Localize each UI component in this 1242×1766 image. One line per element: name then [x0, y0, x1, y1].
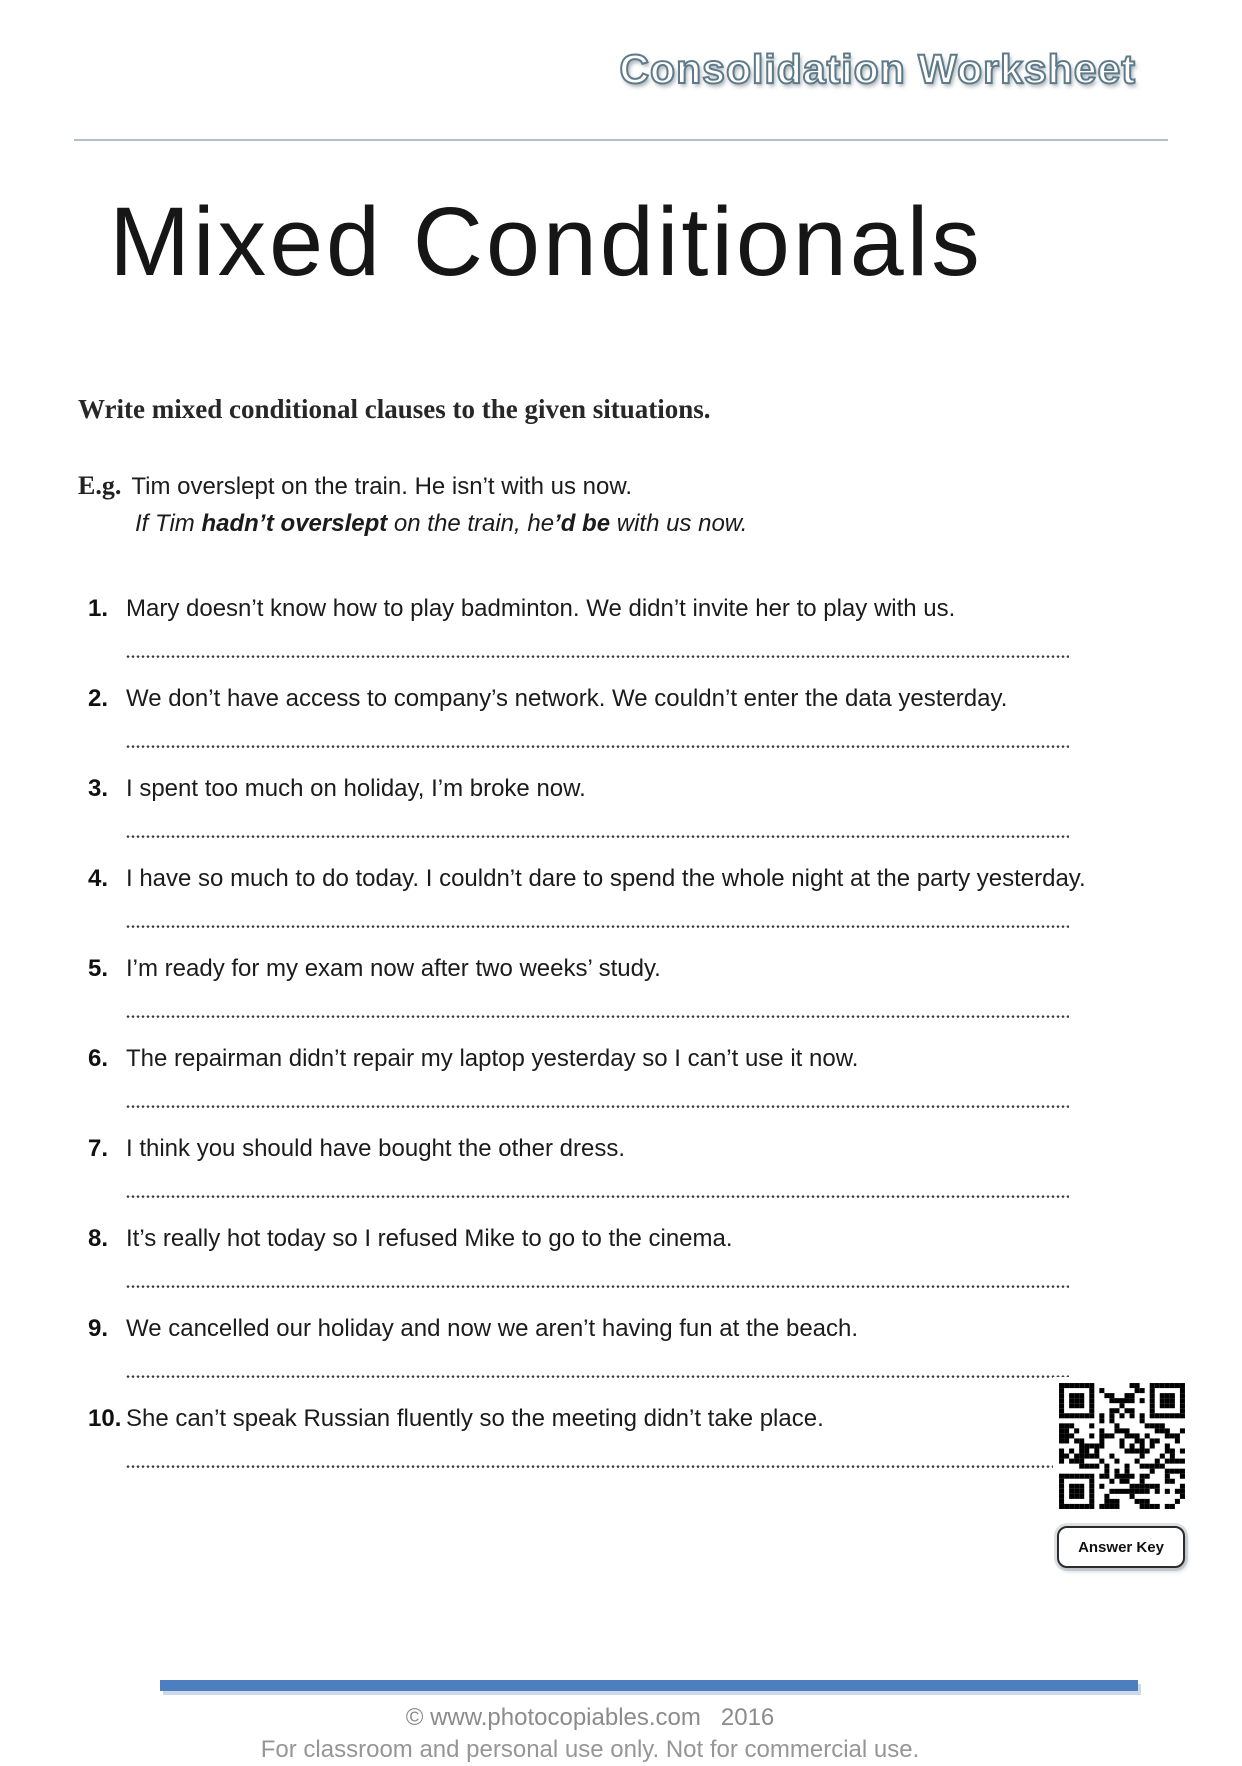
worksheet-type-badge: Consolidation Worksheet: [619, 46, 1136, 92]
item-sentence-row: [78, 1404, 1164, 1434]
answer-write-line: [126, 1374, 1069, 1379]
item-sentence: I’m ready for my exam now after two weeks’ study.: [126, 954, 661, 982]
example-block: [78, 471, 1164, 538]
list-item: [78, 1314, 1164, 1379]
answer-write-line: [126, 1284, 1069, 1289]
answer-write-line: [126, 654, 1069, 659]
list-item: [78, 864, 1164, 929]
item-number: 5.: [88, 954, 109, 982]
item-number: 2.: [88, 684, 109, 712]
item-sentence: We don’t have access to company’s network. We couldn’t enter the data yesterday.: [126, 684, 1008, 712]
answer-write-line: [126, 1014, 1069, 1019]
answer-write-line: [126, 1194, 1069, 1199]
list-item: [78, 1224, 1164, 1289]
list-item: [78, 1134, 1164, 1199]
item-number: 9.: [88, 1314, 109, 1342]
item-number: 7.: [88, 1134, 109, 1162]
example-answer-segment: with us now.: [610, 509, 748, 537]
item-sentence-row: [78, 864, 1164, 894]
list-item: [78, 1044, 1164, 1109]
example-label: E.g.: [78, 470, 122, 500]
item-sentence-row: [78, 1134, 1164, 1164]
item-sentence-row: [78, 1224, 1164, 1254]
example-answer-segment: on the train, he: [387, 509, 555, 537]
item-sentence-row: [78, 1044, 1164, 1074]
item-sentence-row: [78, 954, 1164, 984]
item-sentence: The repairman didn’t repair my laptop yesterday so I can’t use it now.: [126, 1044, 859, 1072]
item-number: 4.: [88, 864, 109, 892]
example-situation: Tim overslept on the train. He isn’t with us now.: [131, 472, 633, 500]
exercise-list: [78, 594, 1164, 1469]
example-answer: [135, 510, 1164, 538]
example-answer-segment: hadn’t overslept: [201, 509, 388, 537]
example-answer-segment: If Tim: [135, 509, 202, 537]
item-number: 6.: [88, 1044, 109, 1072]
item-number: 8.: [88, 1224, 109, 1252]
item-sentence: We cancelled our holiday and now we aren’t having fun at the beach.: [126, 1314, 859, 1342]
title-block: [0, 0, 1242, 298]
list-item: [78, 1404, 1164, 1469]
item-sentence-row: [78, 1314, 1164, 1344]
header-divider: [74, 139, 1168, 141]
answer-write-line: [126, 1464, 1069, 1469]
footer-copyright: © www.photocopiables.com 2016: [405, 1704, 775, 1731]
item-number: 1.: [88, 594, 109, 622]
answer-write-line: [126, 744, 1069, 749]
footer-divider-bar: [160, 1680, 1138, 1691]
list-item: [78, 684, 1164, 749]
item-number: 3.: [88, 774, 109, 802]
item-sentence: She can’t speak Russian fluently so the meeting didn’t take place.: [126, 1404, 824, 1432]
item-sentence: I think you should have bought the other dress.: [126, 1134, 625, 1162]
item-sentence: I spent too much on holiday, I’m broke now.: [126, 774, 586, 802]
answer-write-line: [126, 834, 1069, 839]
item-number: 10.: [88, 1404, 122, 1432]
instruction-text: Write mixed conditional clauses to the given situations.: [78, 393, 711, 424]
item-sentence: It’s really hot today so I refused Mike to go to the cinema.: [126, 1224, 733, 1252]
item-sentence: I have so much to do today. I couldn’t dare to spend the whole night at the party yesterday.: [126, 864, 1086, 892]
qr-code: [1053, 1377, 1191, 1515]
answer-key-button[interactable]: Answer Key: [1057, 1526, 1185, 1568]
footer-license: For classroom and personal use only. Not for commercial use.: [260, 1736, 920, 1763]
answer-write-line: [126, 924, 1069, 929]
example-answer-segment: ’d be: [554, 509, 611, 537]
item-sentence-row: [78, 774, 1164, 804]
item-sentence-row: [78, 684, 1164, 714]
list-item: [78, 954, 1164, 1019]
answer-write-line: [126, 1104, 1069, 1109]
item-sentence-row: [78, 594, 1164, 624]
list-item: [78, 774, 1164, 839]
page-title: Mixed Conditionals: [109, 187, 983, 296]
item-sentence: Mary doesn’t know how to play badminton. We didn’t invite her to play with us.: [126, 594, 956, 622]
list-item: [78, 594, 1164, 659]
